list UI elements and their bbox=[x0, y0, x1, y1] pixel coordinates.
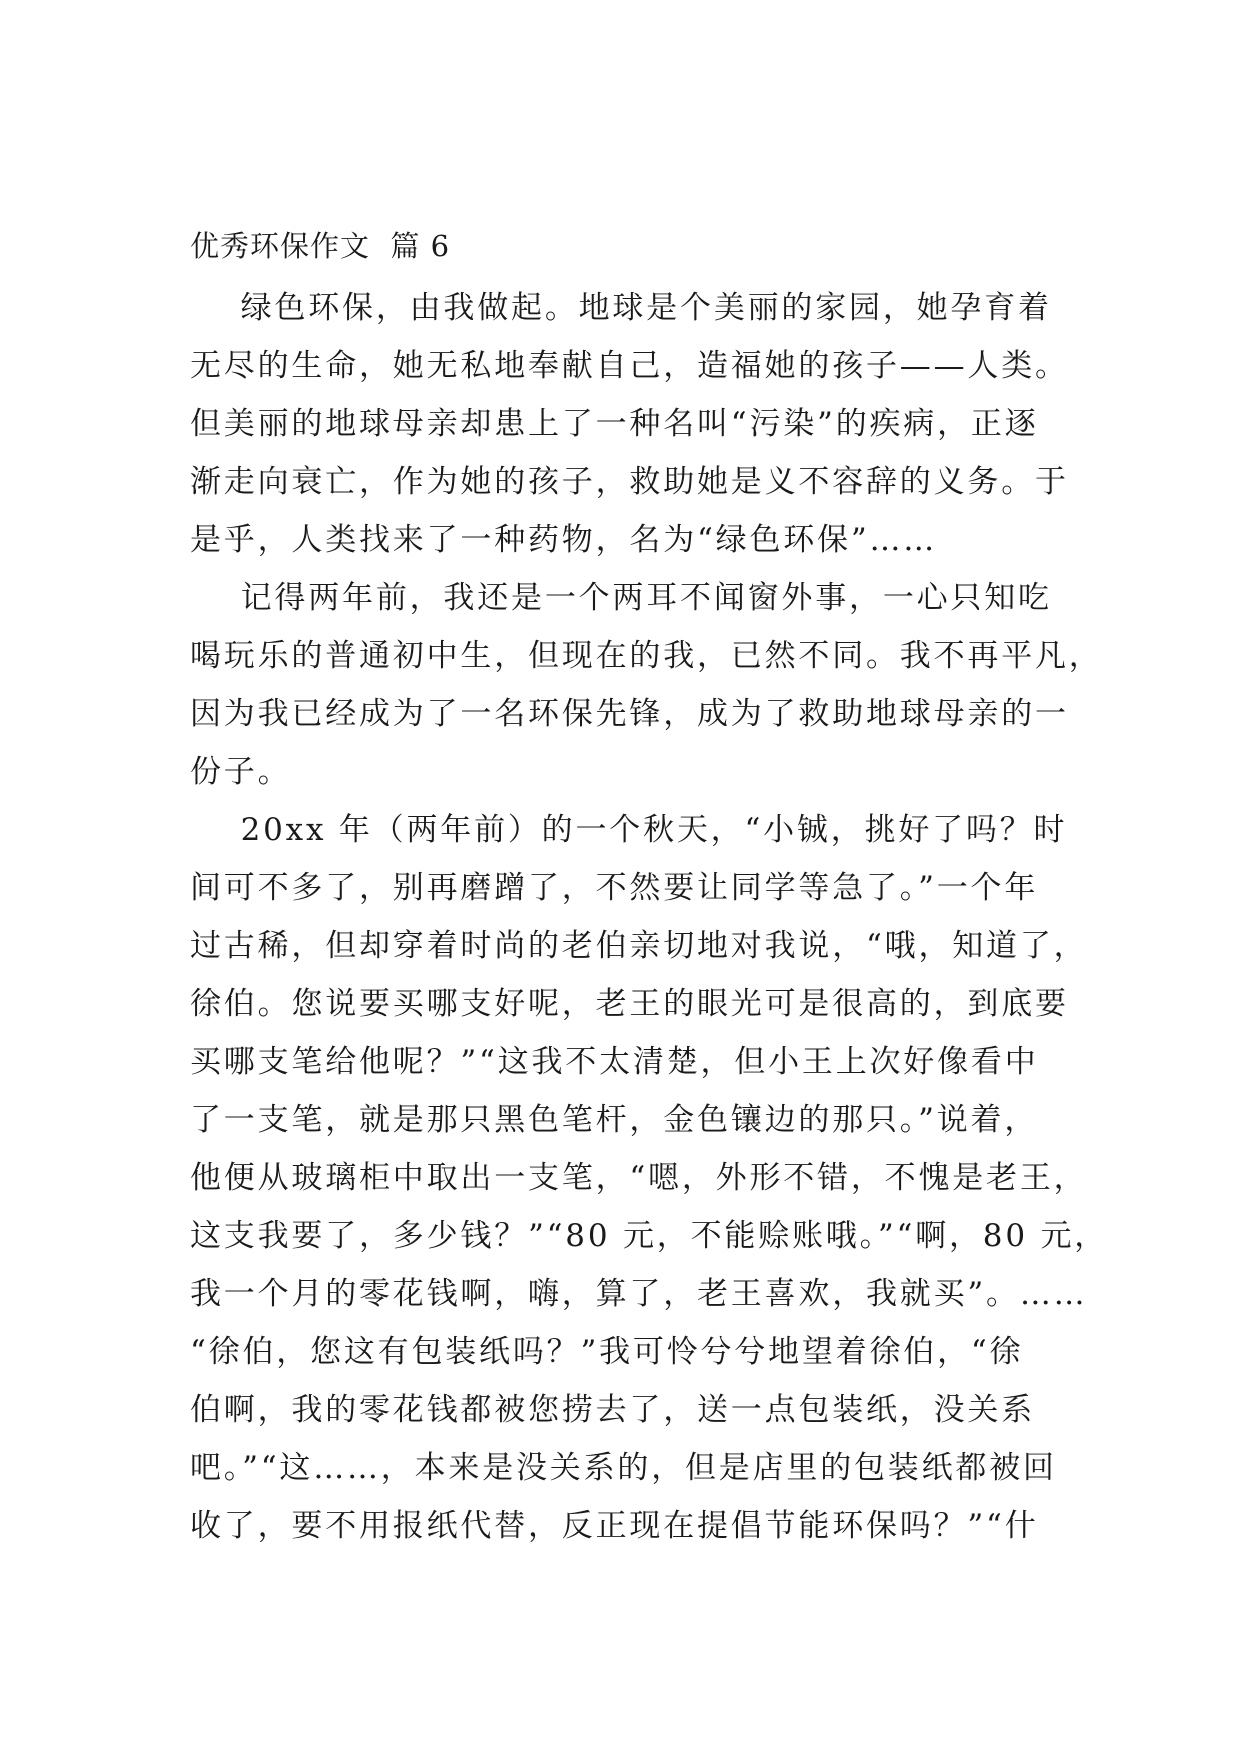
text-line: 渐走向衰亡，作为她的孩子，救助她是义不容辞的义务。于 bbox=[190, 464, 1069, 500]
text-line: 因为我已经成为了一名环保先锋，成为了救助地球母亲的一 bbox=[190, 696, 1069, 732]
text-line: “徐伯，您这有包装纸吗？”我可怜兮兮地望着徐伯，“徐 bbox=[190, 1334, 1024, 1370]
text-line: 喝玩乐的普通初中生，但现在的我，已然不同。我不再平凡， bbox=[190, 638, 1103, 674]
text-line: 他便从玻璃柜中取出一支笔，“嗯，外形不错，不愧是老王， bbox=[190, 1160, 1088, 1196]
text-line: 这支我要了，多少钱？”“80 元，不能赊账哦。”“啊，80 元， bbox=[190, 1218, 1109, 1254]
text-line: 吧。”“这……，本来是没关系的，但是店里的包装纸都被回 bbox=[190, 1450, 1057, 1486]
text-line: 记得两年前，我还是一个两耳不闻窗外事，一心只知吃 bbox=[190, 580, 1052, 616]
text-line: 伯啊，我的零花钱都被您捞去了，送一点包装纸，没关系 bbox=[190, 1392, 1035, 1428]
text-line: 徐伯。您说要买哪支好呢，老王的眼光可是很高的，到底要 bbox=[190, 986, 1069, 1022]
text-line: 20xx 年（两年前）的一个秋天，“小铖，挑好了吗？时 bbox=[190, 812, 1068, 848]
text-line: 份子。 bbox=[190, 754, 292, 790]
text-line: 是乎，人类找来了一种药物，名为“绿色环保”…… bbox=[190, 522, 938, 558]
document-heading: 优秀环保作文 篇 6 bbox=[190, 229, 451, 263]
text-line: 我一个月的零花钱啊，嗨，算了，老王喜欢，我就买”。…… bbox=[190, 1276, 1088, 1312]
text-line: 间可不多了，别再磨蹭了，不然要让同学等急了。”一个年 bbox=[190, 870, 1039, 906]
text-line: 无尽的生命，她无私地奉献自己，造福她的孩子——人类。 bbox=[190, 348, 1069, 384]
text-line: 过古稀，但却穿着时尚的老伯亲切地对我说，“哦，知道了， bbox=[190, 928, 1088, 964]
text-line: 收了，要不用报纸代替，反正现在提倡节能环保吗？”“什 bbox=[190, 1508, 1039, 1544]
text-line: 了一支笔，就是那只黑色笔杆，金色镶边的那只。”说着， bbox=[190, 1102, 1039, 1138]
text-line: 买哪支笔给他呢？”“这我不太清楚，但小王上次好像看中 bbox=[190, 1044, 1039, 1080]
text-line: 绿色环保，由我做起。地球是个美丽的家园，她孕育着 bbox=[190, 290, 1052, 326]
text-line: 但美丽的地球母亲却患上了一种名叫“污染”的疾病，正逐 bbox=[190, 406, 1039, 442]
